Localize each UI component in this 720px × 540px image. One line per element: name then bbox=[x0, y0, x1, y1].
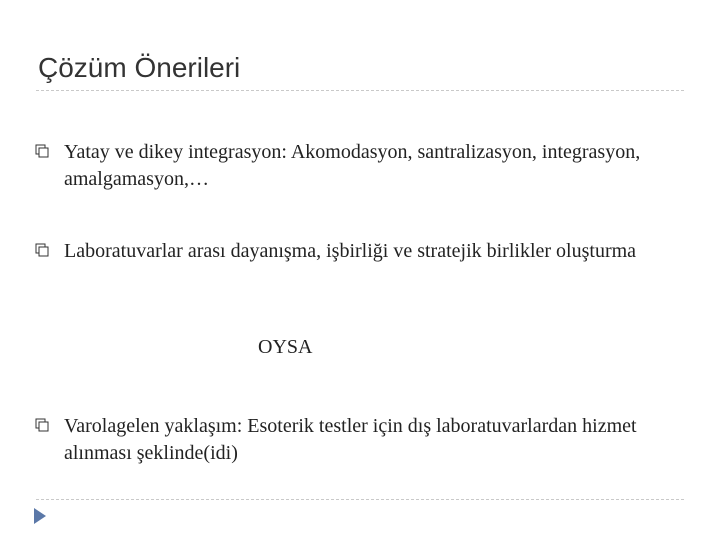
slide-title: Çözüm Önerileri bbox=[38, 52, 241, 83]
square-bullet-icon bbox=[34, 242, 50, 258]
play-triangle-icon[interactable] bbox=[32, 506, 48, 526]
title-divider bbox=[36, 90, 684, 91]
footer-divider bbox=[36, 499, 684, 500]
bullet-text: Yatay ve dikey integrasyon: Akomodasyon, santralizasyon, integrasyon, amalgamasyon,… bbox=[64, 141, 641, 190]
bullet-text: Varolagelen yaklaşım: Esoterik testler için dış laboratuvarlardan hizmet alınması şeklinde(idi) bbox=[64, 415, 637, 464]
square-bullet-icon bbox=[34, 143, 50, 159]
bullet-text: Laboratuvarlar arası dayanışma, işbirliği ve stratejik birlikler oluşturma bbox=[64, 240, 637, 262]
square-bullet-icon bbox=[34, 417, 50, 433]
center-text: OYSA bbox=[258, 336, 313, 358]
